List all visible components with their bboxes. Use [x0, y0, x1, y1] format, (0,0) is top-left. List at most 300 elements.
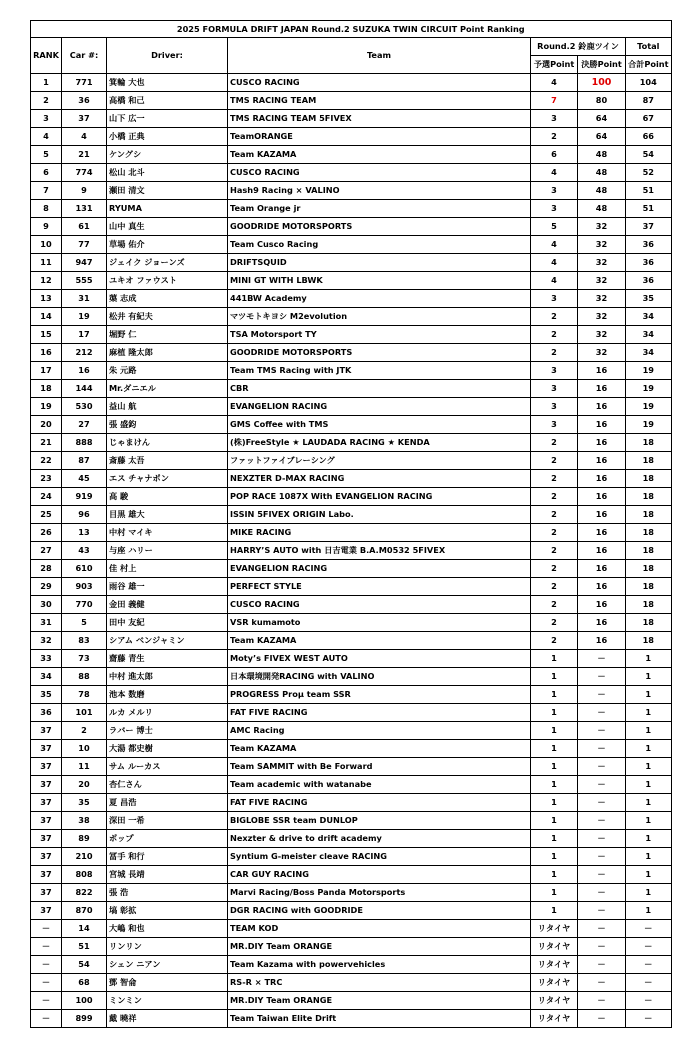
qual-point-cell: 2: [531, 614, 578, 632]
rank-cell: 24: [31, 488, 62, 506]
qual-point-cell: 3: [531, 110, 578, 128]
final-point-cell: 16: [578, 524, 626, 542]
driver-cell: サム ルーカス: [107, 758, 228, 776]
rank-cell: 37: [31, 866, 62, 884]
final-point-cell: 48: [578, 146, 626, 164]
final-point-cell: 16: [578, 362, 626, 380]
driver-cell: 山下 広一: [107, 110, 228, 128]
driver-cell: 深田 一希: [107, 812, 228, 830]
final-point-cell: －: [578, 740, 626, 758]
total-point-cell: －: [626, 920, 672, 938]
final-point-cell: －: [578, 992, 626, 1010]
rank-cell: 37: [31, 794, 62, 812]
total-point-cell: －: [626, 1010, 672, 1028]
table-row: [31, 992, 672, 1010]
qual-point-cell: 3: [531, 182, 578, 200]
driver-cell: エス チャナポン: [107, 470, 228, 488]
rank-cell: 37: [31, 812, 62, 830]
final-point-cell: －: [578, 722, 626, 740]
car-number-cell: 77: [62, 236, 107, 254]
rank-cell: －: [31, 920, 62, 938]
rank-cell: 26: [31, 524, 62, 542]
car-number-cell: 20: [62, 776, 107, 794]
qual-point-cell: 2: [531, 488, 578, 506]
rank-cell: －: [31, 956, 62, 974]
team-cell: GOODRIDE MOTORSPORTS: [228, 344, 531, 362]
total-point-cell: 18: [626, 488, 672, 506]
total-point-cell: 18: [626, 596, 672, 614]
qual-point-cell: 4: [531, 254, 578, 272]
rank-cell: 15: [31, 326, 62, 344]
driver-cell: ルカ メルリ: [107, 704, 228, 722]
table-row: [31, 866, 672, 884]
final-point-cell: 32: [578, 272, 626, 290]
total-point-cell: 66: [626, 128, 672, 146]
final-point-cell: 64: [578, 128, 626, 146]
table-row: [31, 200, 672, 218]
car-number-cell: 87: [62, 452, 107, 470]
rank-cell: 7: [31, 182, 62, 200]
table-row: [31, 128, 672, 146]
final-point-cell: －: [578, 956, 626, 974]
final-point-cell: 16: [578, 632, 626, 650]
total-point-cell: 18: [626, 578, 672, 596]
table-row: [31, 416, 672, 434]
team-cell: CUSCO RACING: [228, 164, 531, 182]
team-cell: CAR GUY RACING: [228, 866, 531, 884]
car-number-cell: 78: [62, 686, 107, 704]
total-point-cell: 52: [626, 164, 672, 182]
car-number-cell: 13: [62, 524, 107, 542]
header-car: Car #:: [62, 38, 107, 74]
team-cell: CUSCO RACING: [228, 74, 531, 92]
table-row: [31, 452, 672, 470]
qual-point-cell: 1: [531, 668, 578, 686]
table-row: [31, 1010, 672, 1028]
car-number-cell: 903: [62, 578, 107, 596]
total-point-cell: 18: [626, 524, 672, 542]
final-point-cell: 16: [578, 380, 626, 398]
final-point-cell: －: [578, 884, 626, 902]
table-row: [31, 722, 672, 740]
team-cell: Syntium G-meister cleave RACING: [228, 848, 531, 866]
car-number-cell: 212: [62, 344, 107, 362]
table-row: [31, 218, 672, 236]
total-point-cell: 18: [626, 614, 672, 632]
total-point-cell: 18: [626, 470, 672, 488]
rank-cell: 37: [31, 830, 62, 848]
driver-cell: 堀野 仁: [107, 326, 228, 344]
team-cell: TMS RACING TEAM 5FIVEX: [228, 110, 531, 128]
final-point-cell: －: [578, 758, 626, 776]
team-cell: Hash9 Racing × VALINO: [228, 182, 531, 200]
driver-cell: 鄧 智侖: [107, 974, 228, 992]
final-point-cell: 100: [578, 74, 626, 92]
team-cell: CBR: [228, 380, 531, 398]
car-number-cell: 88: [62, 668, 107, 686]
car-number-cell: 45: [62, 470, 107, 488]
table-row: [31, 74, 672, 92]
rank-cell: 36: [31, 704, 62, 722]
qual-point-cell: リタイヤ: [531, 920, 578, 938]
rank-cell: 23: [31, 470, 62, 488]
qual-point-cell: 7: [531, 92, 578, 110]
total-point-cell: 19: [626, 398, 672, 416]
final-point-cell: 16: [578, 398, 626, 416]
driver-cell: ミンミン: [107, 992, 228, 1010]
qual-point-cell: 1: [531, 866, 578, 884]
team-cell: TeamORANGE: [228, 128, 531, 146]
final-point-cell: 32: [578, 290, 626, 308]
qual-point-cell: 3: [531, 362, 578, 380]
car-number-cell: 870: [62, 902, 107, 920]
driver-cell: 瀬田 清文: [107, 182, 228, 200]
total-point-cell: 67: [626, 110, 672, 128]
total-point-cell: －: [626, 992, 672, 1010]
total-point-cell: 36: [626, 236, 672, 254]
driver-cell: 冨手 和行: [107, 848, 228, 866]
page-title: 2025 FORMULA DRIFT JAPAN Round.2 SUZUKA TWIN CIRCUIT Point Ranking: [31, 21, 672, 38]
rank-cell: 27: [31, 542, 62, 560]
team-cell: Team KAZAMA: [228, 146, 531, 164]
final-point-cell: 64: [578, 110, 626, 128]
header-final-point: 決勝Point: [578, 56, 626, 74]
team-cell: Team KAZAMA: [228, 740, 531, 758]
car-number-cell: 131: [62, 200, 107, 218]
qual-point-cell: 3: [531, 380, 578, 398]
rank-cell: 37: [31, 902, 62, 920]
qual-point-cell: 3: [531, 398, 578, 416]
car-number-cell: 43: [62, 542, 107, 560]
rank-cell: 33: [31, 650, 62, 668]
qual-point-cell: 2: [531, 632, 578, 650]
driver-cell: 斎藤 太吾: [107, 452, 228, 470]
total-point-cell: 36: [626, 254, 672, 272]
rank-cell: 18: [31, 380, 62, 398]
final-point-cell: 32: [578, 326, 626, 344]
team-cell: FAT FIVE RACING: [228, 704, 531, 722]
table-row: [31, 470, 672, 488]
final-point-cell: －: [578, 938, 626, 956]
table-row: [31, 614, 672, 632]
team-cell: (株)FreeStyle ★ LAUDADA RACING ★ KENDA: [228, 434, 531, 452]
final-point-cell: －: [578, 830, 626, 848]
team-cell: VSR kumamoto: [228, 614, 531, 632]
driver-cell: 塙 彰拡: [107, 902, 228, 920]
total-point-cell: 19: [626, 416, 672, 434]
rank-cell: 32: [31, 632, 62, 650]
rank-cell: 17: [31, 362, 62, 380]
driver-cell: 与座 ハリー: [107, 542, 228, 560]
car-number-cell: 96: [62, 506, 107, 524]
driver-cell: リンリン: [107, 938, 228, 956]
driver-cell: 高橋 和己: [107, 92, 228, 110]
rank-cell: 37: [31, 884, 62, 902]
car-number-cell: 14: [62, 920, 107, 938]
total-point-cell: 1: [626, 704, 672, 722]
rank-cell: 19: [31, 398, 62, 416]
table-row: [31, 146, 672, 164]
total-point-cell: 18: [626, 506, 672, 524]
rank-cell: 10: [31, 236, 62, 254]
table-row: [31, 560, 672, 578]
qual-point-cell: リタイヤ: [531, 992, 578, 1010]
driver-cell: 張 盛鈞: [107, 416, 228, 434]
rank-cell: －: [31, 938, 62, 956]
driver-cell: ジェイク ジョーンズ: [107, 254, 228, 272]
final-point-cell: －: [578, 1010, 626, 1028]
team-cell: BIGLOBE SSR team DUNLOP: [228, 812, 531, 830]
car-number-cell: 555: [62, 272, 107, 290]
total-point-cell: 1: [626, 812, 672, 830]
table-row: [31, 632, 672, 650]
driver-cell: Mr.ダニエル: [107, 380, 228, 398]
final-point-cell: －: [578, 686, 626, 704]
table-row: [31, 740, 672, 758]
driver-cell: ラバー 博士: [107, 722, 228, 740]
car-number-cell: 610: [62, 560, 107, 578]
final-point-cell: 16: [578, 416, 626, 434]
table-row: [31, 164, 672, 182]
rank-cell: 1: [31, 74, 62, 92]
total-point-cell: 34: [626, 344, 672, 362]
final-point-cell: 16: [578, 596, 626, 614]
total-point-cell: －: [626, 938, 672, 956]
final-point-cell: 32: [578, 218, 626, 236]
qual-point-cell: 6: [531, 146, 578, 164]
driver-cell: 大湯 都史樹: [107, 740, 228, 758]
header-rank: RANK: [31, 38, 62, 74]
table-row: [31, 326, 672, 344]
total-point-cell: 1: [626, 848, 672, 866]
table-row: [31, 848, 672, 866]
qual-point-cell: リタイヤ: [531, 956, 578, 974]
table-row: [31, 794, 672, 812]
qual-point-cell: 4: [531, 272, 578, 290]
table-row: [31, 758, 672, 776]
rank-cell: 5: [31, 146, 62, 164]
final-point-cell: 32: [578, 236, 626, 254]
table-row: [31, 254, 672, 272]
car-number-cell: 21: [62, 146, 107, 164]
table-row: [31, 884, 672, 902]
driver-cell: 中村 マイキ: [107, 524, 228, 542]
driver-cell: 齋藤 青生: [107, 650, 228, 668]
total-point-cell: 35: [626, 290, 672, 308]
total-point-cell: 1: [626, 668, 672, 686]
driver-cell: RYUMA: [107, 200, 228, 218]
driver-cell: 益山 航: [107, 398, 228, 416]
final-point-cell: 48: [578, 200, 626, 218]
car-number-cell: 38: [62, 812, 107, 830]
qual-point-cell: 1: [531, 650, 578, 668]
driver-cell: 戴 曉祥: [107, 1010, 228, 1028]
team-cell: RS-R × TRC: [228, 974, 531, 992]
team-cell: Marvi Racing/Boss Panda Motorsports: [228, 884, 531, 902]
header-driver: Driver:: [107, 38, 228, 74]
team-cell: FAT FIVE RACING: [228, 794, 531, 812]
team-cell: MR.DIY Team ORANGE: [228, 938, 531, 956]
team-cell: 日本環境開発RACING with VALINO: [228, 668, 531, 686]
final-point-cell: 16: [578, 542, 626, 560]
ranking-rows: [31, 74, 672, 1028]
rank-cell: 16: [31, 344, 62, 362]
team-cell: Team academic with watanabe: [228, 776, 531, 794]
team-cell: POP RACE 1087X With EVANGELION RACING: [228, 488, 531, 506]
team-cell: Team Orange jr: [228, 200, 531, 218]
final-point-cell: 48: [578, 164, 626, 182]
final-point-cell: 16: [578, 578, 626, 596]
table-row: [31, 182, 672, 200]
total-point-cell: －: [626, 974, 672, 992]
qual-point-cell: 2: [531, 128, 578, 146]
final-point-cell: 32: [578, 308, 626, 326]
driver-cell: 杏仁さん: [107, 776, 228, 794]
qual-point-cell: 2: [531, 578, 578, 596]
qual-point-cell: 1: [531, 776, 578, 794]
total-point-cell: 1: [626, 686, 672, 704]
qual-point-cell: 2: [531, 524, 578, 542]
final-point-cell: －: [578, 812, 626, 830]
driver-cell: 張 浩: [107, 884, 228, 902]
rank-cell: 2: [31, 92, 62, 110]
car-number-cell: 19: [62, 308, 107, 326]
total-point-cell: 34: [626, 308, 672, 326]
rank-cell: 37: [31, 740, 62, 758]
team-cell: CUSCO RACING: [228, 596, 531, 614]
table-row: [31, 920, 672, 938]
final-point-cell: －: [578, 902, 626, 920]
driver-cell: 松山 北斗: [107, 164, 228, 182]
team-cell: NEXZTER D-MAX RACING: [228, 470, 531, 488]
driver-cell: 佳 村上: [107, 560, 228, 578]
driver-cell: 目黒 雄大: [107, 506, 228, 524]
driver-cell: 金田 義健: [107, 596, 228, 614]
table-row: [31, 650, 672, 668]
car-number-cell: 530: [62, 398, 107, 416]
rank-cell: 30: [31, 596, 62, 614]
table-row: [31, 542, 672, 560]
team-cell: HARRY’S AUTO with 日吉電業 B.A.M0532 5FIVEX: [228, 542, 531, 560]
rank-cell: 29: [31, 578, 62, 596]
car-number-cell: 10: [62, 740, 107, 758]
total-point-cell: 1: [626, 866, 672, 884]
team-cell: ISSIN 5FIVEX ORIGIN Labo.: [228, 506, 531, 524]
total-point-cell: 19: [626, 362, 672, 380]
table-row: [31, 830, 672, 848]
rank-cell: 37: [31, 758, 62, 776]
car-number-cell: 9: [62, 182, 107, 200]
driver-cell: 箕輪 大也: [107, 74, 228, 92]
team-cell: TSA Motorsport TY: [228, 326, 531, 344]
qual-point-cell: 1: [531, 722, 578, 740]
table-row: [31, 434, 672, 452]
table-row: [31, 776, 672, 794]
team-cell: マツモトキヨシ M2evolution: [228, 308, 531, 326]
car-number-cell: 16: [62, 362, 107, 380]
car-number-cell: 770: [62, 596, 107, 614]
table-row: [31, 110, 672, 128]
qual-point-cell: 2: [531, 344, 578, 362]
qual-point-cell: 2: [531, 470, 578, 488]
car-number-cell: 54: [62, 956, 107, 974]
car-number-cell: 2: [62, 722, 107, 740]
qual-point-cell: 1: [531, 812, 578, 830]
qual-point-cell: 2: [531, 308, 578, 326]
car-number-cell: 774: [62, 164, 107, 182]
table-row: [31, 488, 672, 506]
final-point-cell: －: [578, 974, 626, 992]
qual-point-cell: 1: [531, 686, 578, 704]
total-point-cell: 18: [626, 452, 672, 470]
total-point-cell: 51: [626, 182, 672, 200]
final-point-cell: －: [578, 668, 626, 686]
rank-cell: 6: [31, 164, 62, 182]
car-number-cell: 947: [62, 254, 107, 272]
table-row: [31, 362, 672, 380]
team-cell: Team Kazama with powervehicles: [228, 956, 531, 974]
total-point-cell: 1: [626, 884, 672, 902]
driver-cell: 夏 昌浩: [107, 794, 228, 812]
total-point-cell: 18: [626, 632, 672, 650]
team-cell: 441BW Academy: [228, 290, 531, 308]
table-row: [31, 668, 672, 686]
qual-point-cell: 4: [531, 236, 578, 254]
car-number-cell: 35: [62, 794, 107, 812]
team-cell: DRIFTSQUID: [228, 254, 531, 272]
qual-point-cell: 3: [531, 290, 578, 308]
qual-point-cell: 2: [531, 596, 578, 614]
final-point-cell: 16: [578, 488, 626, 506]
rank-cell: 11: [31, 254, 62, 272]
final-point-cell: 32: [578, 254, 626, 272]
rank-cell: 25: [31, 506, 62, 524]
rank-cell: －: [31, 992, 62, 1010]
team-cell: PERFECT STYLE: [228, 578, 531, 596]
final-point-cell: －: [578, 866, 626, 884]
car-number-cell: 808: [62, 866, 107, 884]
driver-cell: ポップ: [107, 830, 228, 848]
rank-cell: 21: [31, 434, 62, 452]
qual-point-cell: 2: [531, 542, 578, 560]
final-point-cell: －: [578, 848, 626, 866]
final-point-cell: 16: [578, 452, 626, 470]
header-total: Total: [626, 38, 672, 56]
driver-cell: じゃまけん: [107, 434, 228, 452]
table-row: [31, 524, 672, 542]
driver-cell: 中村 進太郎: [107, 668, 228, 686]
total-point-cell: 18: [626, 560, 672, 578]
total-point-cell: 18: [626, 434, 672, 452]
team-cell: AMC Racing: [228, 722, 531, 740]
rank-cell: 37: [31, 848, 62, 866]
final-point-cell: －: [578, 776, 626, 794]
team-cell: GOODRIDE MOTORSPORTS: [228, 218, 531, 236]
rank-cell: 22: [31, 452, 62, 470]
header-sum-point: 合計Point: [626, 56, 672, 74]
qual-point-cell: 4: [531, 164, 578, 182]
final-point-cell: 48: [578, 182, 626, 200]
car-number-cell: 89: [62, 830, 107, 848]
car-number-cell: 68: [62, 974, 107, 992]
total-point-cell: 1: [626, 758, 672, 776]
car-number-cell: 17: [62, 326, 107, 344]
driver-cell: 草場 佑介: [107, 236, 228, 254]
car-number-cell: 5: [62, 614, 107, 632]
qual-point-cell: 1: [531, 740, 578, 758]
total-point-cell: 1: [626, 794, 672, 812]
car-number-cell: 11: [62, 758, 107, 776]
